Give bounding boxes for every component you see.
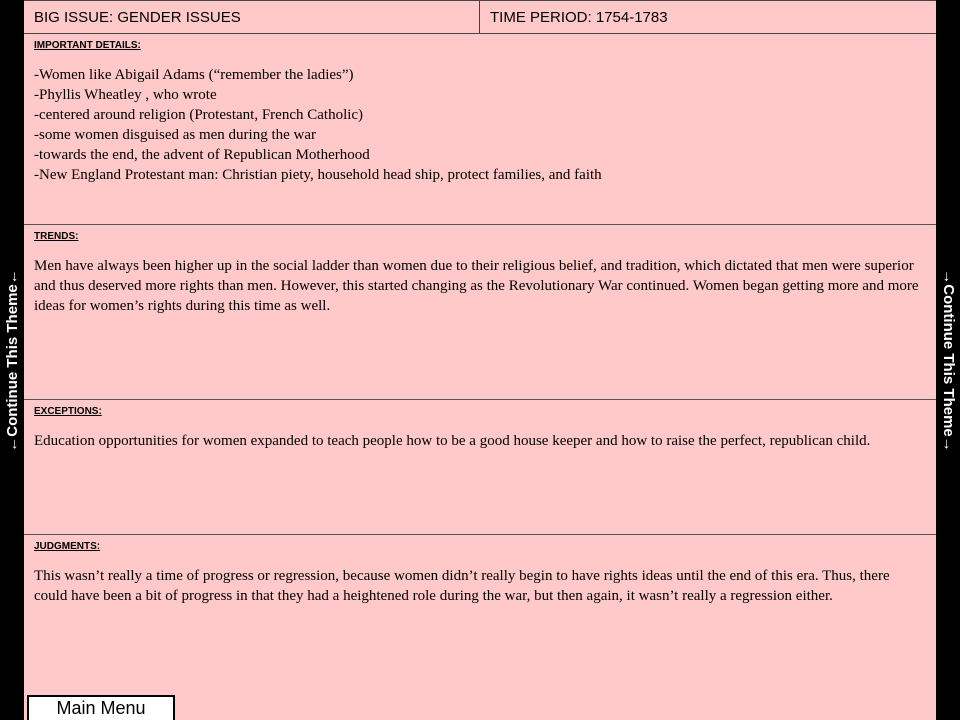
exceptions-label: EXCEPTIONS: bbox=[34, 406, 102, 417]
detail-line: -Phyllis Wheatley , who wrote bbox=[34, 87, 217, 103]
worksheet bbox=[24, 0, 936, 720]
detail-line: -towards the end, the advent of Republican Motherhood bbox=[34, 147, 370, 163]
detail-line: -some women disguised as men during the war bbox=[34, 127, 317, 143]
important-details-list bbox=[34, 65, 926, 185]
important-details-section bbox=[24, 34, 936, 225]
continue-theme-right-label[interactable]: →Continue This Theme→ bbox=[939, 268, 957, 452]
trends-label: TRENDS: bbox=[34, 231, 79, 242]
trends-text: Men have always been higher up in the social ladder than women due to their religious belief, and tradition, which dictated that men were superior and thus deserved more rights than men. However, this started changing as the Revolutionary War continued. Women began getting more and more ideas for women’s rights during this time as well. bbox=[34, 258, 919, 314]
important-details-label: IMPORTANT DETAILS: bbox=[34, 40, 141, 51]
judgments-section bbox=[24, 535, 936, 720]
judgments-text: This wasn’t really a time of progress or regression, because women didn’t really begin to have rights ideas until the end of this era. Thus, there could have been a bit of progress in that they had a heightened role during the war, but then again, it wasn’t really a regression either. bbox=[34, 568, 890, 604]
judgments-label: JUDGMENTS: bbox=[34, 541, 101, 552]
continue-theme-left-label[interactable]: ←Continue This Theme← bbox=[3, 268, 21, 452]
big-issue-cell: BIG ISSUE: GENDER ISSUES bbox=[24, 1, 480, 33]
detail-line: -New England Protestant man: Christian piety, household head ship, protect families, and faith bbox=[34, 167, 602, 183]
continue-theme-left-link[interactable] bbox=[0, 0, 24, 720]
exceptions-section bbox=[24, 400, 936, 535]
header-row bbox=[24, 0, 936, 34]
trends-section bbox=[24, 225, 936, 400]
exceptions-text: Education opportunities for women expanded to teach people how to be a good house keeper and how to raise the perfect, republican child. bbox=[34, 433, 871, 449]
time-period-cell: TIME PERIOD: 1754-1783 bbox=[490, 8, 668, 26]
continue-theme-right-link[interactable] bbox=[936, 0, 960, 720]
detail-line: -Women like Abigail Adams (“remember the ladies”) bbox=[34, 67, 354, 83]
detail-line: -centered around religion (Protestant, French Catholic) bbox=[34, 107, 364, 123]
main-menu-button[interactable]: Main Menu bbox=[27, 695, 175, 720]
